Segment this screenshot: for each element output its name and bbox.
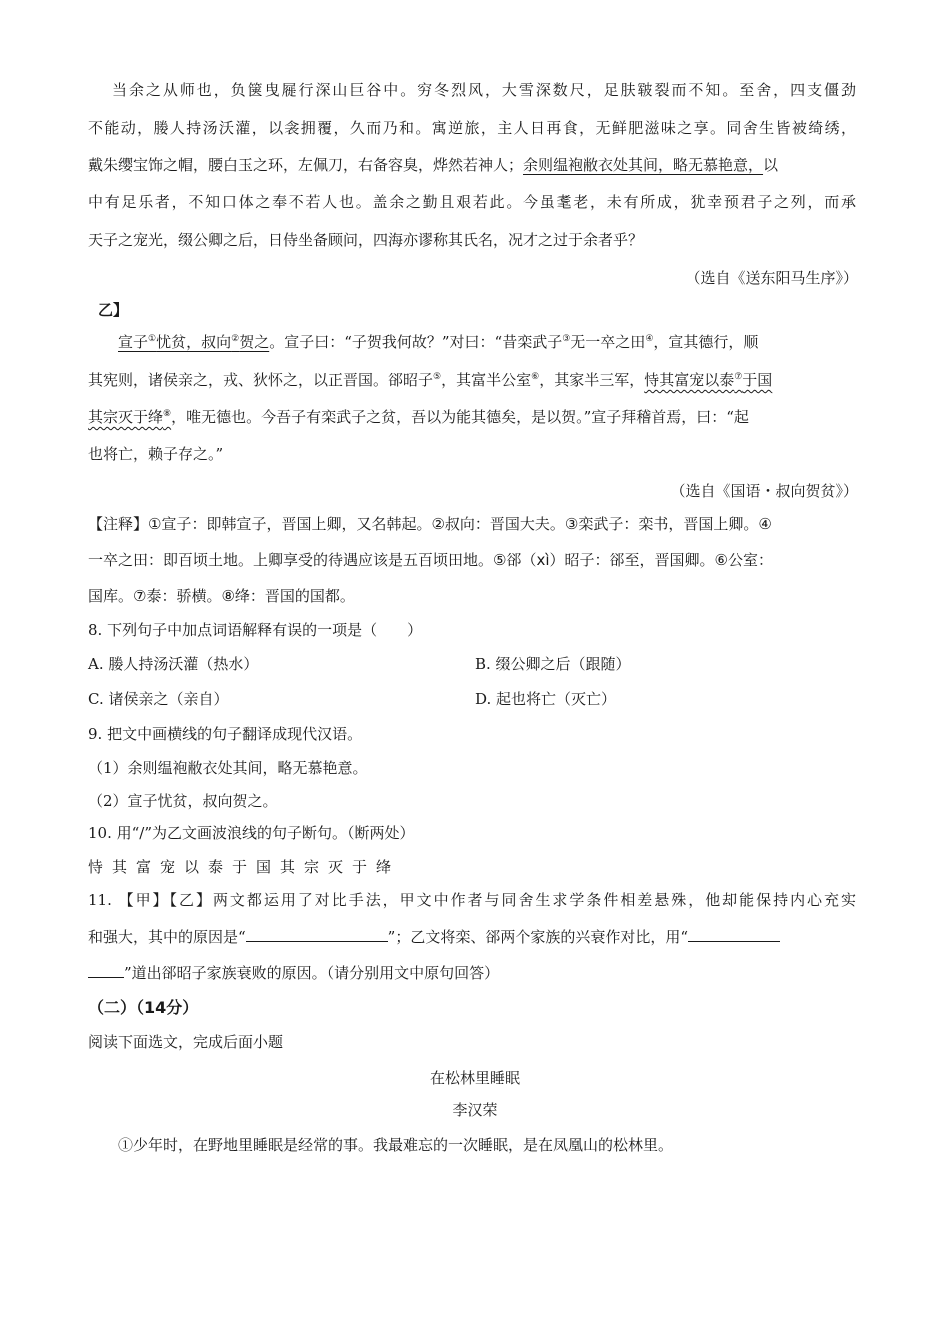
yi-heading: 乙】 [98,301,129,319]
answer-blank-2-cont[interactable] [88,963,124,978]
section-instruction: 阅读下面选文，完成后面小题 [88,1033,284,1051]
section-heading: （二）（14分） [88,998,199,1017]
q8-option-b: B. 缀公卿之后（跟随） [475,655,631,673]
q9-sub-1: （1）余则缊袍敝衣处其间，略无慕艳意。 [88,759,368,777]
jia-line-3: 戴朱缨宝饰之帽，腰白玉之环，左佩刀，右备容臭，烨然若神人；余则缊袍敝衣处其间，略无慕艳意，以 [88,156,779,174]
yi-line-2: 其宪则，诸侯亲之，戎、狄怀之，以正晋国。郤昭子⑤，其富半公室⑥，其家半三军，恃其富宠以泰⑦于国 [88,371,773,389]
answer-blank-1[interactable] [246,927,388,942]
yi-source: （选自《国语・叔向贺贫》） [670,482,858,500]
jia-source: （选自《送东阳马生序》） [685,269,858,287]
q10-sentence: 恃其富宠以泰于国其宗灭于绛 [88,858,401,876]
article-paragraph-1: ①少年时，在野地里睡眠是经常的事。我最难忘的一次睡眠，是在凤凰山的松林里。 [118,1136,674,1154]
jia-line-4: 中有足乐者，不知口体之奉不若人也。盖余之勤且艰若此。今虽耄老，未有所成，犹幸预君子之列，而承 [88,193,856,211]
q10-stem: 10. 用“/”为乙文画波浪线的句子断句。（断两处） [88,824,415,842]
yi-line-4: 也将亡，赖子存之。” [88,445,224,463]
jia-line-1: 当余之从师也，负箧曳屣行深山巨谷中。穷冬烈风，大雪深数尺，足肤皲裂而不知。至舍，四支僵劲 [112,81,856,99]
yi-line-3: 其宗灭于绛⑧，唯无德也。今吾子有栾武子之贫，吾以为能其德矣，是以贺。”宣子拜稽首焉，曰：“起 [88,408,749,426]
q8-option-d: D. 起也将亡（灭亡） [475,690,617,708]
wavy-sentence-part-2: 其宗灭于绛⑧ [88,408,172,426]
notes-line-2: 一卒之田：即百顷土地。上卿享受的待遇应该是五百顷田地。⑤郤（xì）昭子：郤至，晋国卿。⑥公室： [88,551,773,569]
underlined-sentence-2: 宣子①忧贫，叔向②贺之 [118,333,270,351]
answer-blank-2[interactable] [688,927,780,942]
jia-line-2: 不能动，媵人持汤沃灌，以衾拥覆，久而乃和。寓逆旅，主人日再食，无鲜肥滋味之享。同舍生皆被绮绣， [88,119,856,137]
q11-line-2: 和强大，其中的原因是“ ”；乙文将栾、郤两个家族的兴衰作对比，用“ [88,927,780,947]
jia-line-5: 天子之宠光，缀公卿之后，日侍坐备顾问，四海亦谬称其氏名，况才之过于余者乎？ [88,231,644,249]
notes-line-3: 国库。⑦泰：骄横。⑧绛：晋国的国都。 [88,587,355,605]
q8-option-a: A. 媵人持汤沃灌（热水） [88,655,259,673]
q9-sub-2: （2）宣子忧贫，叔向贺之。 [88,792,278,810]
q11-line-1: 11. 【甲】【乙】两文都运用了对比手法，甲文中作者与同舍生求学条件相差悬殊，他却能保持内心充实 [88,891,856,909]
q8-stem: 8. 下列句子中加点词语解释有误的一项是（ ） [88,621,423,639]
underlined-sentence-1: 余则缊袍敝衣处其间，略无慕艳意， [523,156,764,174]
q11-line-3: ”道出郤昭子家族衰败的原因。（请分别用文中原句回答） [88,963,499,983]
yi-line-1: 宣子①忧贫，叔向②贺之。宣子曰：“子贺我何故？”对曰：“昔栾武子③无一卒之田④，宣其德行，顺 [118,333,759,351]
article-title: 在松林里睡眠 [429,1069,520,1087]
q8-option-c: C. 诸侯亲之（亲自） [88,690,229,708]
notes-line-1: 【注释】①宣子：即韩宣子，晋国上卿，又名韩起。②叔向：晋国大夫。③栾武子：栾书，晋国上卿。④ [88,515,772,533]
q9-stem: 9. 把文中画横线的句子翻译成现代汉语。 [88,725,363,743]
article-author: 李汉荣 [452,1101,498,1119]
wavy-sentence-part-1: 恃其富宠以泰⑦于国 [644,371,773,389]
